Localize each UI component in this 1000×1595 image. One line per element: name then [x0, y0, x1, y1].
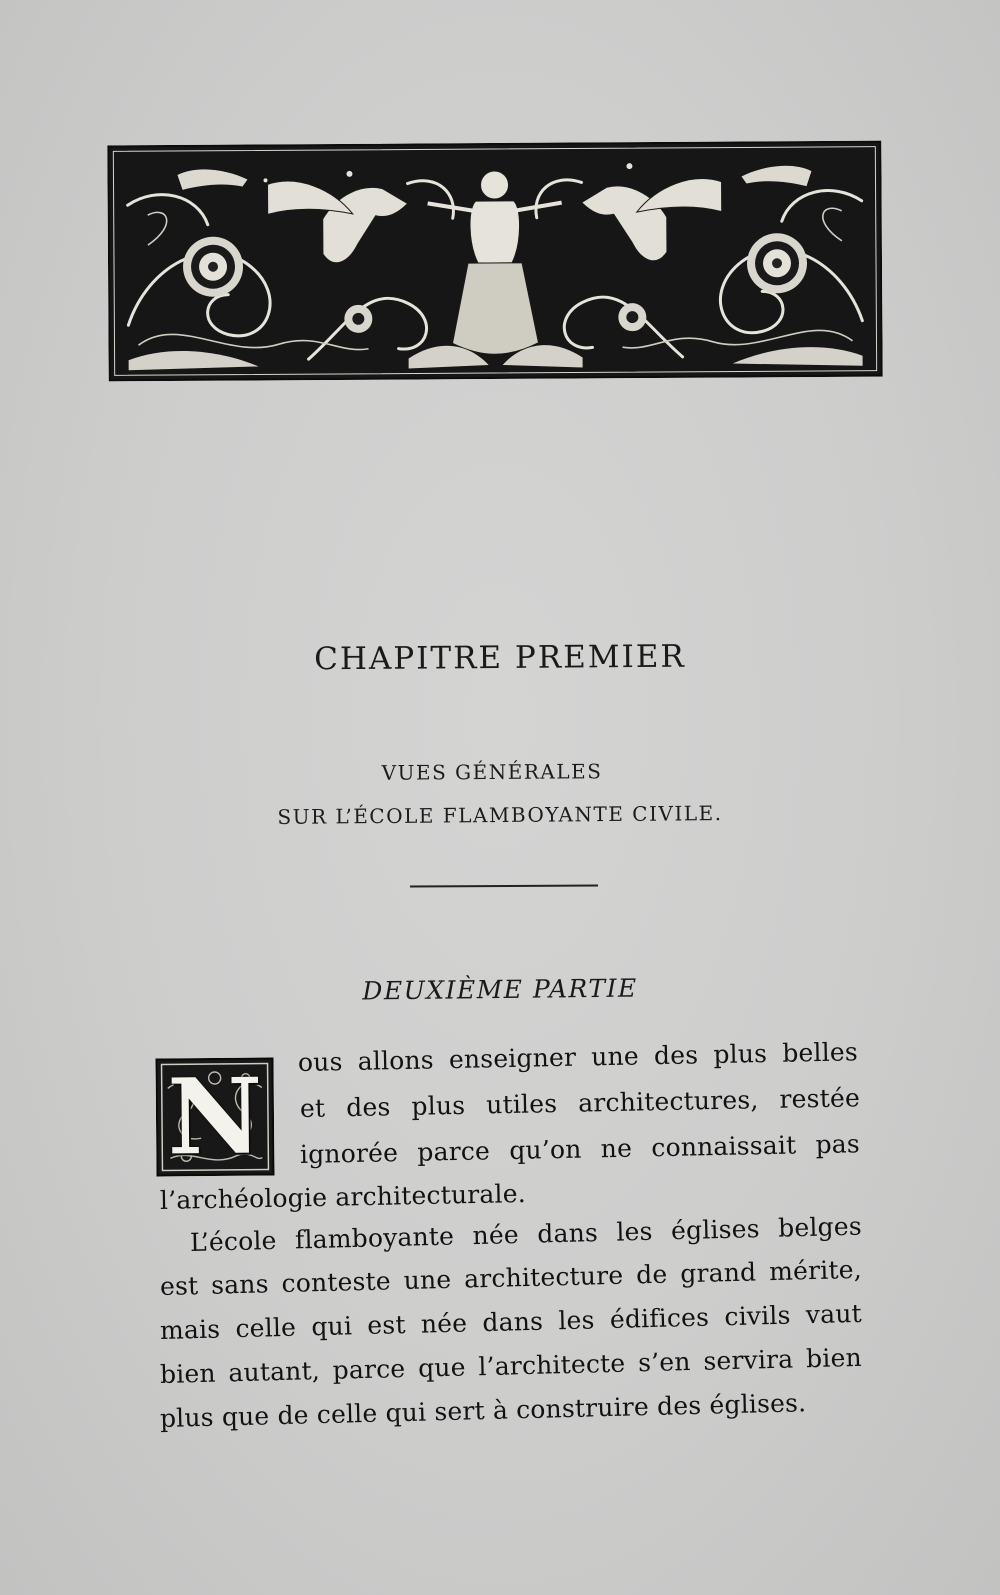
paragraph-1-line-1: ous allons enseigner une des plus belles: [297, 1037, 859, 1077]
paragraph-2-line-4: bien autant, parce que l’architecte s’en servira bien: [159, 1342, 863, 1389]
paragraph-2-line-5: plus que de celle qui sert à construire des églises.: [159, 1388, 807, 1433]
chapter-subtitle-line-1: VUES GÉNÉRALES: [381, 759, 603, 785]
paragraph-1-line-4: l’archéologie architecturale.: [159, 1178, 527, 1215]
ornamental-initial-icon: [155, 1054, 274, 1179]
dropcap-letter: N: [166, 1054, 264, 1179]
chapter-title: CHAPITRE PREMIER: [314, 638, 686, 678]
section-divider: [410, 885, 598, 888]
chapter-subtitle-line-2: SUR L’ÉCOLE FLAMBOYANTE CIVILE.: [277, 801, 723, 829]
part-title: DEUXIÈME PARTIE: [362, 973, 638, 1006]
paragraph-1-line-2: et des plus utiles architectures, restée: [299, 1083, 861, 1123]
paragraph-2-line-1: L’école flamboyante née dans les églises belges: [189, 1211, 863, 1257]
paragraph-2-line-2: est sans conteste une architecture de grand mérite,: [159, 1254, 863, 1301]
paragraph-2-line-3: mais celle qui est née dans les édifices civils vaut: [159, 1298, 863, 1345]
paragraph-1-line-3: ignorée parce qu’on ne connaissait pas: [299, 1129, 861, 1169]
ornamental-headpiece-icon: [107, 141, 882, 382]
